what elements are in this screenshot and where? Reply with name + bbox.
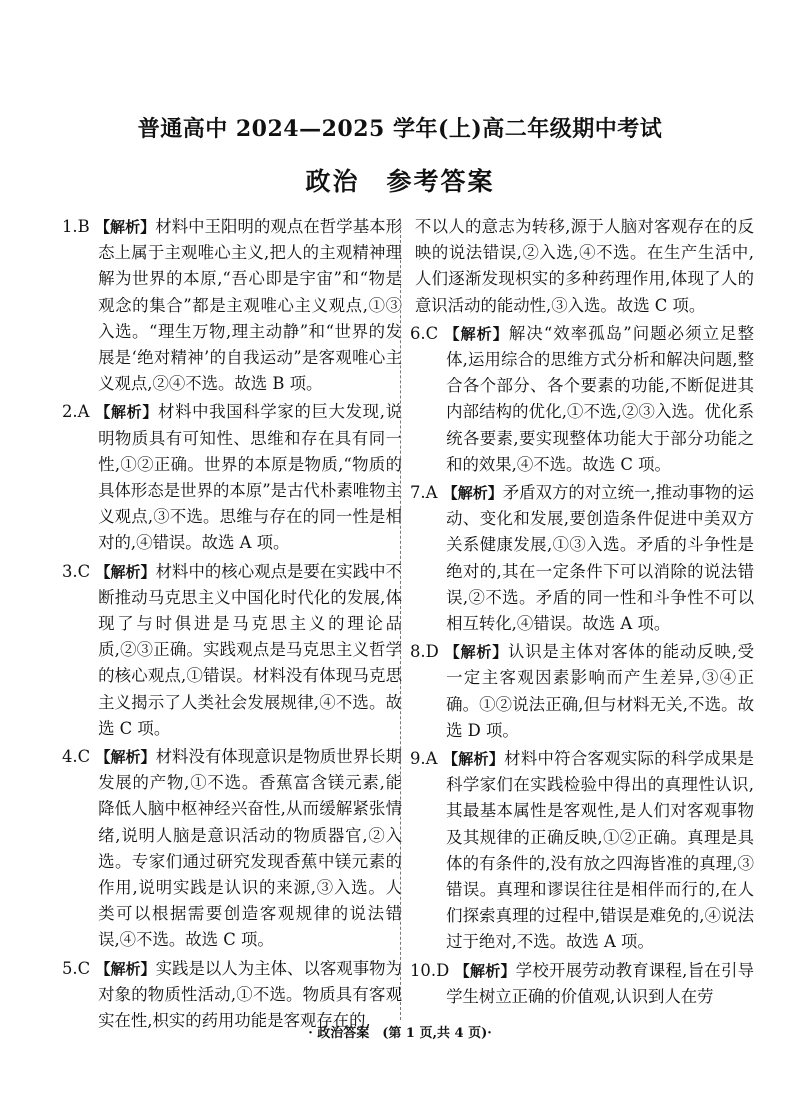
exam-title: 普通高中 2024—2025 学年(上)高二年级期中考试: [137, 116, 663, 142]
answer-item-7: 7.A 【解析】矛盾双方的对立统一,推动事物的运动、变化和发展,要创造条件促进中美双方关系健康发展,①③入选。矛盾的斗争性是绝对的,其在一定条件下可以消除的说法错误,②不选。矛盾的同一性和斗争性不可以相互转化,④错误。故选 A 项。: [410, 483, 754, 634]
page-footer: · 政治答案 (第 1 页,共 4 页)·: [308, 1026, 492, 1041]
answer-item-8: 8.D 【解析】认识是主体对客体的能动反映,受一定主客观因素影响而产生差异,③④正确。①②说法正确,但与材料无关,不选。故选 D 项。: [410, 642, 754, 740]
left-column: [62, 214, 402, 1036]
answer-item-3: 3.C 【解析】材料中的核心观点是要在实践中不断推动马克思主义中国化时代化的发展,体现了与时俱进是马克思主义的理论品质,②③正确。实践观点是马克思主义哲学的核心观点,①错误。材料没有体现马克思主义揭示了人类社会发展规律,④不选。故选 C 项。: [62, 561, 402, 738]
answer-item-5-continued: 不以人的意志为转移,源于人脑对客观存在的反映的说法错误,②入选,④不选。在生产生活中,人们逐渐发现枳实的多种药理作用,体现了人的意识活动的能动性,③入选。故选 C 项。: [414, 217, 754, 315]
right-column: [410, 214, 754, 1012]
answer-item-6: 6.C 【解析】解决“效率孤岛”问题必须立足整体,运用综合的思维方式分析和解决问题,整合各个部分、各个要素的功能,不断促进其内部结构的优化,①不选,②③入选。优化系统各要素,要实现整体功能大于部分功能之和的效果,④不选。故选 C 项。: [410, 323, 754, 474]
answer-item-9: 9.A 【解析】材料中符合客观实际的科学成果是科学家们在实践检验中得出的真理性认识,其最基本属性是客观性,是人们对客观事物及其规律的正确反映,①②正确。真理是具体的有条件的,没有放之四海皆准的真理,③错误。真理和谬误往往是相伴而行的,在人们探索真理的过程中,错误是难免的,④说法过于绝对,不选。故选 A 项。: [410, 749, 754, 952]
answer-item-5: 5.C 【解析】实践是以人为主体、以客观事物为对象的物质性活动,①不选。物质具有客观实在性,枳实的药用功能是客观存在的,: [62, 958, 402, 1031]
answer-item-2: 2.A 【解析】材料中我国科学家的巨大发现,说明物质具有可知性、思维和存在具有同一性,①②正确。世界的本原是物质,“物质的具体形态是世界的本原”是古代朴素唯物主义观点,③不选。思维与存在的同一性是相对的,④错误。故选 A 项。: [62, 402, 402, 553]
answer-item-4: 4.C 【解析】材料没有体现意识是物质世界长期发展的产物,①不选。香蕉富含镁元素,能降低人脑中枢神经兴奋性,从而缓解紧张情绪,说明人脑是意识活动的物质器官,②入选。专家们通过研究发现香蕉中镁元素的作用,说明实践是认识的来源,③入选。人类可以根据需要创造客观规律的说法错误,④不选。故选 C 项。: [62, 747, 402, 950]
column-divider: [400, 220, 401, 1020]
answer-item-1: 1.B 【解析】材料中王阳明的观点在哲学基本形态上属于主观唯心主义,把人的主观精神理解为世界的本原,“吾心即是宇宙”和“物是观念的集合”都是主观唯心主义观点,①③入选。“理生万物,理主动静”和“世界的发展是‘绝对精神’的自我运动”是客观唯心主义观点,②④不选。故选 B 项。: [62, 217, 402, 394]
answer-item-10: 10.D 【解析】学校开展劳动教育课程,旨在引导学生树立正确的价值观,认识到人在劳: [410, 960, 754, 1006]
subject-subtitle: 政治 参考答案: [305, 167, 495, 196]
